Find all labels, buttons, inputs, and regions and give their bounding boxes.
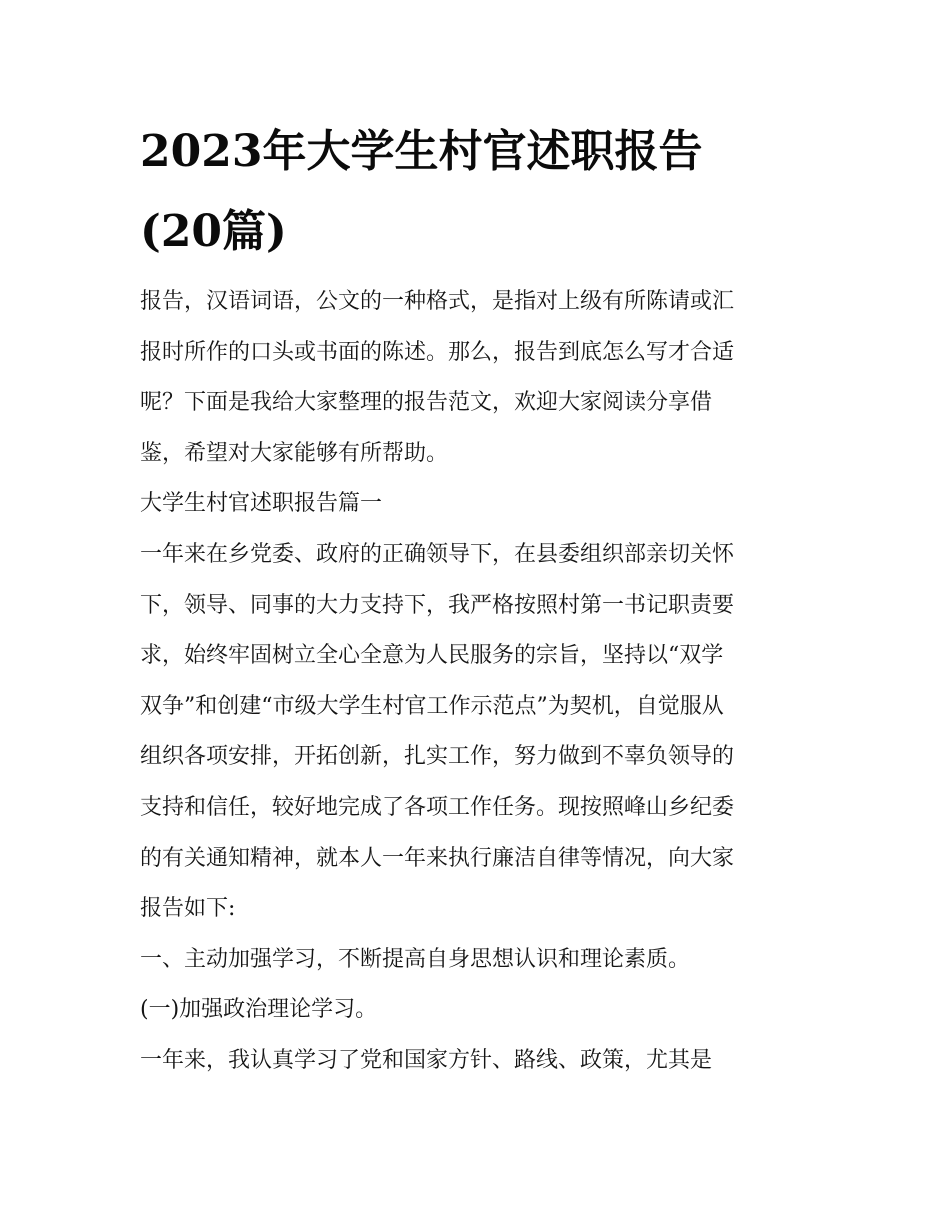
body-line: 报时所作的口头或书面的陈述。那么，报告到底怎么写才合适 xyxy=(140,339,735,365)
body-line: 报告如下: xyxy=(140,896,236,922)
body-line: 呢？下面是我给大家整理的报告范文，欢迎大家阅读分享借 xyxy=(140,390,713,416)
title-line-2: (20篇) xyxy=(140,206,287,257)
body-line: 双争”和创建“市级大学生村官工作示范点”为契机，自觉服从 xyxy=(140,693,724,719)
subsection-heading: (一)加强政治理论学习。 xyxy=(140,997,378,1023)
body-line: 的有关通知精神，就本人一年来执行廉洁自律等情况，向大家 xyxy=(140,845,735,871)
body-line: 组织各项安排，开拓创新，扎实工作，努力做到不辜负领导的 xyxy=(140,744,735,770)
body-line: 求，始终牢固树立全心全意为人民服务的宗旨，坚持以“双学 xyxy=(140,643,724,669)
body-line: 报告，汉语词语，公文的一种格式，是指对上级有所陈请或汇 xyxy=(140,289,735,314)
body-line: 下，领导、同事的大力支持下，我严格按照村第一书记职责要 xyxy=(140,592,735,618)
body-line: 支持和信任，较好地完成了各项工作任务。现按照峰山乡纪委 xyxy=(140,794,735,820)
body-line: 一年来在乡党委、政府的正确领导下，在县委组织部亲切关怀 xyxy=(140,541,735,567)
subsection-heading: 一、主动加强学习，不断提高自身思想认识和理论素质。 xyxy=(140,946,691,972)
title-line-1: 2023年大学生村官述职报告 xyxy=(140,126,703,177)
section-heading: 大学生村官述职报告篇一 xyxy=(140,491,383,517)
document-body xyxy=(140,277,820,1087)
document-title xyxy=(140,112,820,272)
body-line: 一年来，我认真学习了党和国家方针、路线、政策，尤其是 xyxy=(140,1047,713,1073)
body-line: 鉴，希望对大家能够有所帮助。 xyxy=(140,440,449,466)
